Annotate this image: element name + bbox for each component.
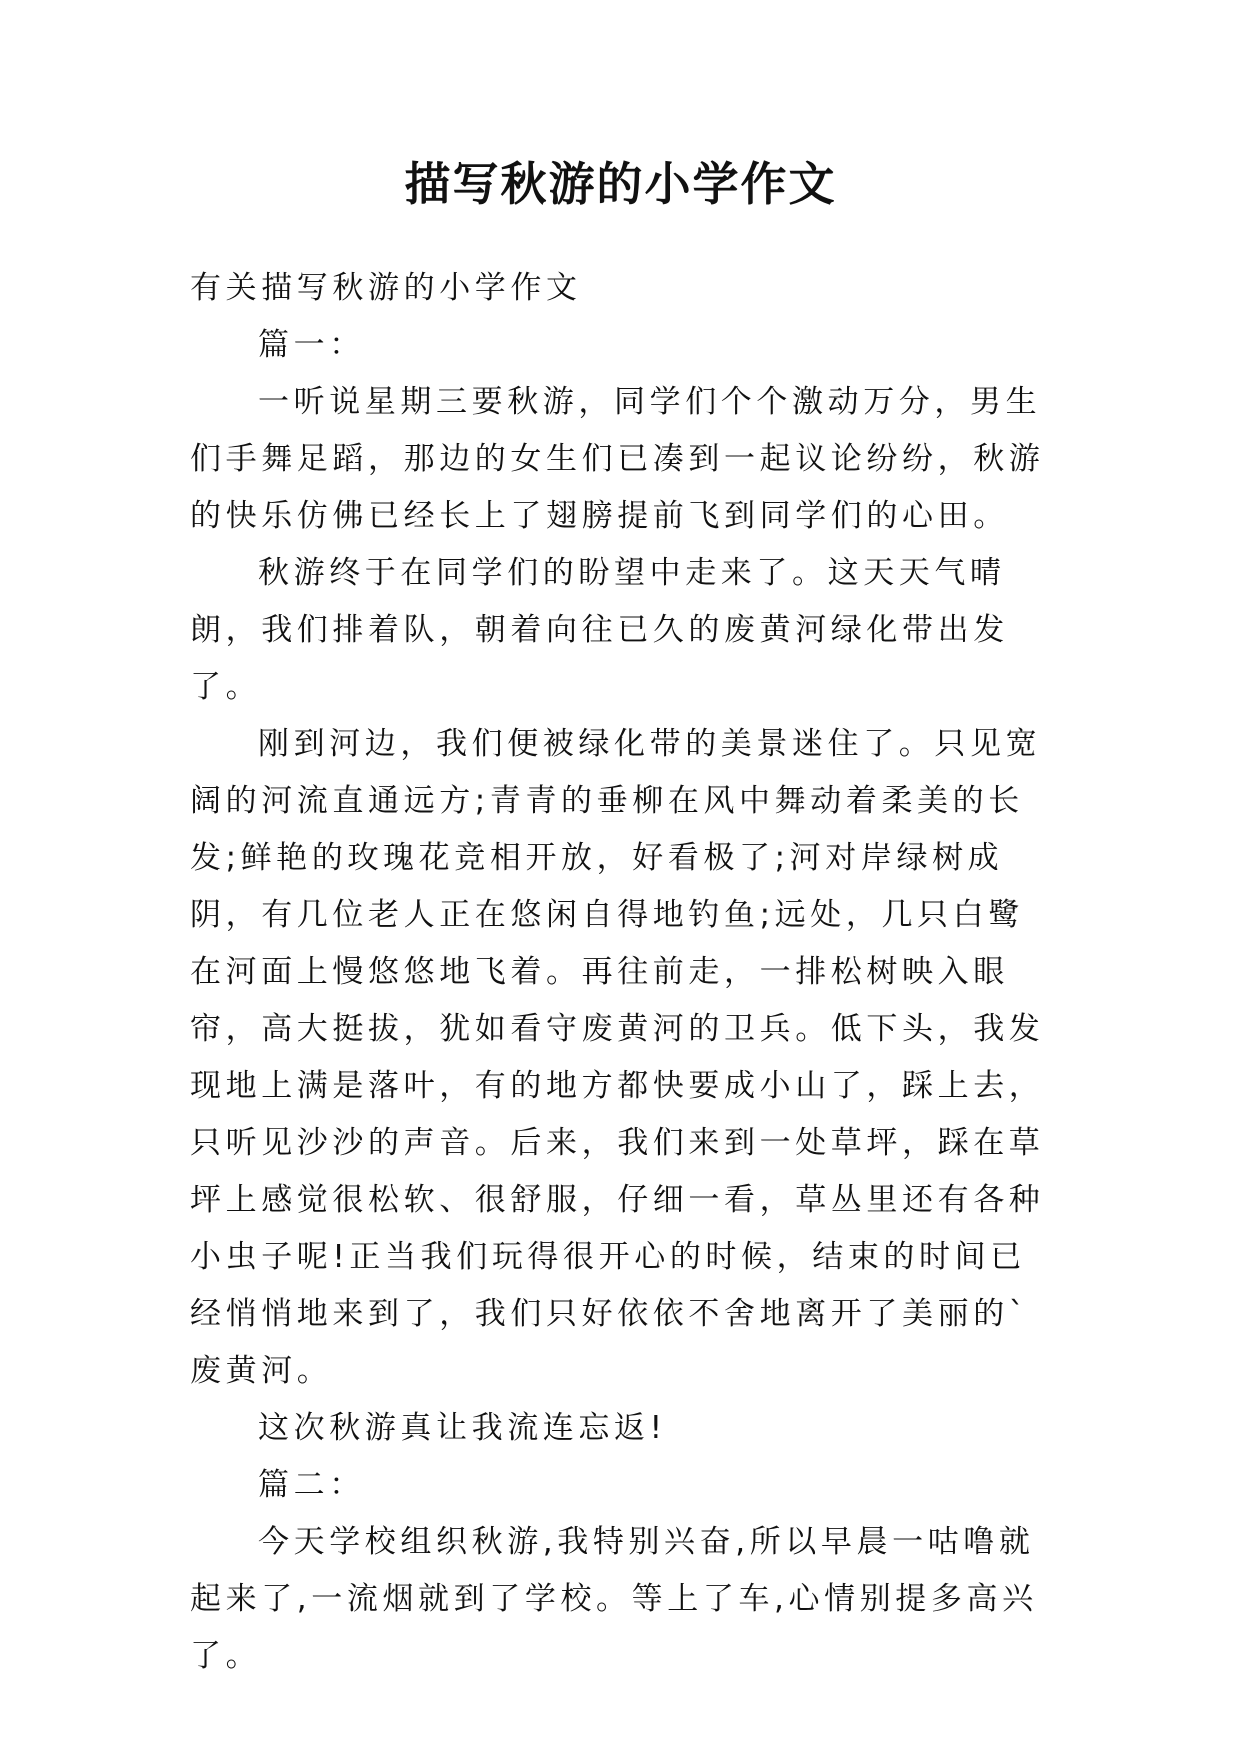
- document-title: 描写秋游的小学作文: [404, 157, 837, 211]
- section-heading-1: 篇一：: [258, 327, 365, 363]
- paragraph: 刚到河边，我们便被绿化带的美景迷住了。只见宽阔的河流直通远方;青青的垂柳在风中舞动着柔美的长发;鲜艳的玫瑰花竞相开放，好看极了;河对岸绿树成阴，有几位老人正在悠闲自得地钓鱼;远处，几只白鹭在河面上慢悠悠地飞着。再往前走，一排松树映入眼帘，高大挺拔，犹如看守废黄河的卫兵。低下头，我发现地上满是落叶，有的地方都快要成小山了，踩上去，只听见沙沙的声音。后来，我们来到一处草坪，踩在草坪上感觉很松软、很舒服，仔细一看，草丛里还有各种小虫子呢!正当我们玩得很开心的时候，结束的时间已经悄悄地来到了，我们只好依依不舍地离开了美丽的`废黄河。: [190, 726, 1045, 1389]
- document-subtitle: 有关描写秋游的小学作文: [190, 270, 582, 306]
- paragraph: 今天学校组织秋游,我特别兴奋,所以早晨一咕噜就起来了,一流烟就到了学校。等上了车,心情别提多高兴了。: [190, 1524, 1038, 1674]
- paragraph: 秋游终于在同学们的盼望中走来了。这天天气晴朗，我们排着队，朝着向往已久的废黄河绿化带出发了。: [190, 555, 1009, 705]
- paragraph: 一听说星期三要秋游，同学们个个激动万分，男生们手舞足蹈，那边的女生们已凑到一起议论纷纷，秋游的快乐仿佛已经长上了翅膀提前飞到同学们的心田。: [190, 384, 1045, 534]
- paragraph: 这次秋游真让我流连忘返!: [258, 1410, 667, 1446]
- section-heading-2: 篇二：: [258, 1467, 365, 1503]
- document-body: [190, 260, 1052, 1685]
